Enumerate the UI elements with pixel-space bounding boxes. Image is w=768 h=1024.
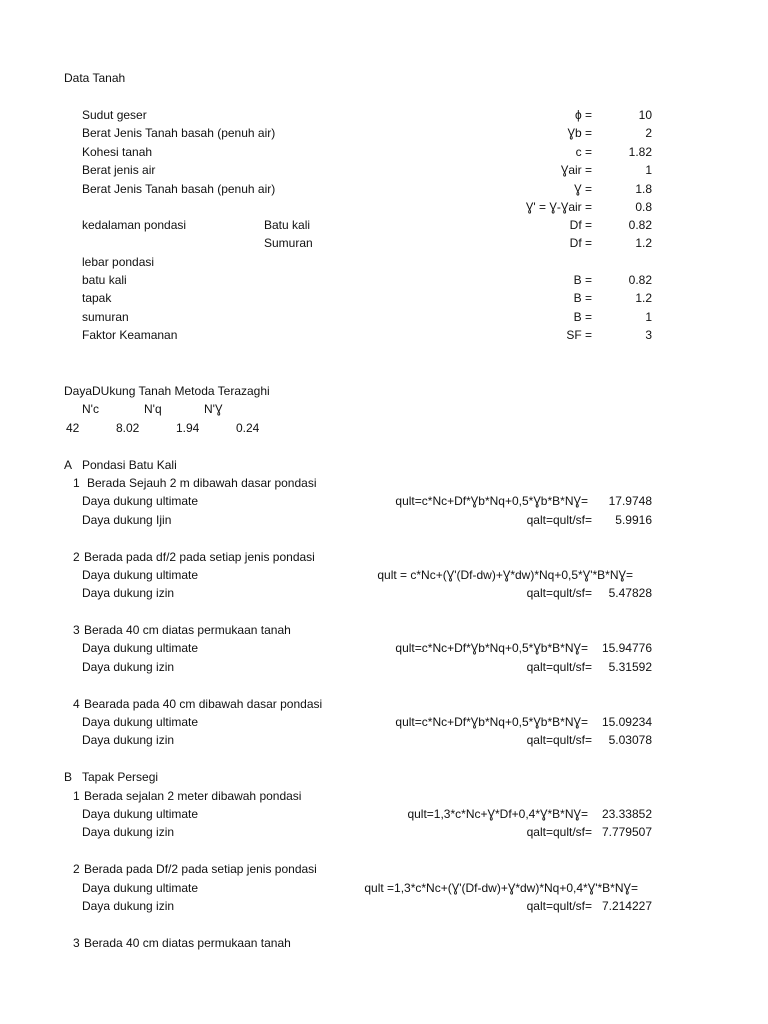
izin-formula: qalt=qult/sf=: [526, 586, 592, 600]
ultimate-value: 15.09234: [601, 715, 652, 729]
terzaghi-heading: DayaDUkung Tanah Metoda Terazaghi: [64, 384, 270, 398]
case-number: 2: [73, 862, 80, 876]
case-number: 3: [73, 936, 80, 950]
terzaghi-value: 1.94: [176, 421, 200, 435]
page-title: Data Tanah: [64, 71, 126, 85]
terzaghi-value: 8.02: [116, 421, 140, 435]
ultimate-label: Daya dukung ultimate: [82, 715, 199, 729]
param-symbol: Ɣb =: [567, 126, 592, 140]
param-label: Berat Jenis Tanah basah (penuh air): [82, 126, 276, 140]
case-number: 1: [73, 789, 80, 803]
case-title: Berada 40 cm diatas permukaan tanah: [84, 623, 291, 637]
terzaghi-header-nq: N'q: [144, 402, 162, 416]
izin-label: Daya dukung izin: [82, 586, 175, 600]
param-value: 2: [645, 126, 652, 140]
param-value: 1.82: [628, 145, 652, 159]
ultimate-formula: qult = c*Nc+(Ɣ'(Df-dw)+Ɣ*dw)*Nq+0,5*Ɣ'*B*NƔ=: [377, 568, 633, 582]
param-label: kedalaman pondasi: [82, 218, 187, 232]
terzaghi-value: 0.24: [236, 421, 260, 435]
izin-formula: qalt=qult/sf=: [526, 733, 592, 747]
izin-value: 5.03078: [608, 733, 652, 747]
param-label: Berat Jenis Tanah basah (penuh air): [82, 182, 276, 196]
izin-value: 7.214227: [601, 899, 652, 913]
izin-value: 5.47828: [608, 586, 652, 600]
section-b-title: Tapak Persegi: [82, 770, 159, 784]
param-sublabel: Sumuran: [264, 236, 313, 250]
param-value: 10: [638, 108, 652, 122]
izin-value: 7.779507: [601, 825, 652, 839]
param-label: Sudut geser: [82, 108, 147, 122]
section-a-title: Pondasi Batu Kali: [82, 458, 177, 472]
terzaghi-header-nc: N'c: [82, 402, 99, 416]
param-symbol: Ɣ' = Ɣ-Ɣair =: [525, 200, 592, 214]
ultimate-value: 23.33852: [601, 807, 652, 821]
param-label: sumuran: [82, 310, 129, 324]
ultimate-value: 15.94776: [601, 641, 652, 655]
izin-formula: qalt=qult/sf=: [526, 513, 592, 527]
ultimate-label: Daya dukung ultimate: [82, 494, 199, 508]
ultimate-formula: qult=c*Nc+Df*Ɣb*Nq+0,5*Ɣb*B*NƔ=: [395, 715, 588, 729]
case-number: 4: [73, 697, 80, 711]
case-number: 3: [73, 623, 80, 637]
izin-formula: qalt=qult/sf=: [526, 825, 592, 839]
ultimate-label: Daya dukung ultimate: [82, 568, 199, 582]
case-title: Berada pada Df/2 pada setiap jenis pondasi: [84, 862, 317, 876]
case-title: Berada 40 cm diatas permukaan tanah: [84, 936, 291, 950]
param-label: batu kali: [82, 273, 127, 287]
case-number: 1: [73, 476, 80, 490]
ultimate-formula: qult=c*Nc+Df*Ɣb*Nq+0,5*Ɣb*B*NƔ=: [395, 641, 588, 655]
param-symbol: B =: [573, 291, 592, 305]
izin-value: 5.31592: [608, 660, 652, 674]
param-sublabel: Batu kali: [264, 218, 311, 232]
param-value: 0.82: [628, 273, 652, 287]
param-label: Faktor Keamanan: [82, 328, 178, 342]
ultimate-label: Daya dukung ultimate: [82, 881, 199, 895]
case-title: Bearada pada 40 cm dibawah dasar pondasi: [84, 697, 323, 711]
terzaghi-value: 42: [66, 421, 80, 435]
param-value: 0.82: [628, 218, 652, 232]
izin-label: Daya dukung izin: [82, 660, 175, 674]
param-value: 3: [645, 328, 652, 342]
case-title: Berada Sejauh 2 m dibawah dasar pondasi: [87, 476, 317, 490]
param-symbol: ϕ =: [574, 108, 592, 122]
param-value: 1: [645, 163, 652, 177]
section-b-letter: B: [64, 770, 73, 784]
ultimate-formula: qult=c*Nc+Df*Ɣb*Nq+0,5*Ɣb*B*NƔ=: [395, 494, 588, 508]
case-title: Berada pada df/2 pada setiap jenis pondasi: [84, 550, 315, 564]
izin-label: Daya dukung izin: [82, 825, 175, 839]
param-symbol: Ɣair =: [560, 163, 592, 177]
param-label: Berat jenis air: [82, 163, 156, 177]
param-symbol: c =: [575, 145, 592, 159]
izin-label: Daya dukung izin: [82, 899, 175, 913]
param-value: 1: [645, 310, 652, 324]
param-symbol: Df =: [569, 236, 592, 250]
ultimate-formula: qult=1,3*c*Nc+Ɣ*Df+0,4*Ɣ*B*NƔ=: [407, 807, 588, 821]
section-a-letter: A: [64, 458, 73, 472]
param-symbol: SF =: [566, 328, 592, 342]
param-label: tapak: [82, 291, 112, 305]
case-title: Berada sejalan 2 meter dibawah pondasi: [84, 789, 302, 803]
param-value: 1.8: [635, 182, 652, 196]
param-symbol: B =: [573, 273, 592, 287]
param-value: 1.2: [635, 291, 652, 305]
ultimate-formula: qult =1,3*c*Nc+(Ɣ'(Df-dw)+Ɣ*dw)*Nq+0,4*Ɣ'*B*NƔ=: [364, 881, 638, 895]
param-symbol: Ɣ =: [574, 182, 592, 196]
izin-value: 5.9916: [615, 513, 652, 527]
izin-formula: qalt=qult/sf=: [526, 660, 592, 674]
param-label: lebar pondasi: [82, 255, 155, 269]
izin-label: Daya dukung izin: [82, 733, 175, 747]
param-symbol: Df =: [569, 218, 592, 232]
param-symbol: B =: [573, 310, 592, 324]
izin-label: Daya dukung Ijin: [82, 513, 172, 527]
terzaghi-header-ngamma: N'Ɣ: [204, 402, 223, 416]
izin-formula: qalt=qult/sf=: [526, 899, 592, 913]
ultimate-value: 17.9748: [608, 494, 652, 508]
ultimate-label: Daya dukung ultimate: [82, 807, 199, 821]
case-number: 2: [73, 550, 80, 564]
param-label: Kohesi tanah: [82, 145, 153, 159]
param-value: 0.8: [635, 200, 652, 214]
ultimate-label: Daya dukung ultimate: [82, 641, 199, 655]
param-value: 1.2: [635, 236, 652, 250]
